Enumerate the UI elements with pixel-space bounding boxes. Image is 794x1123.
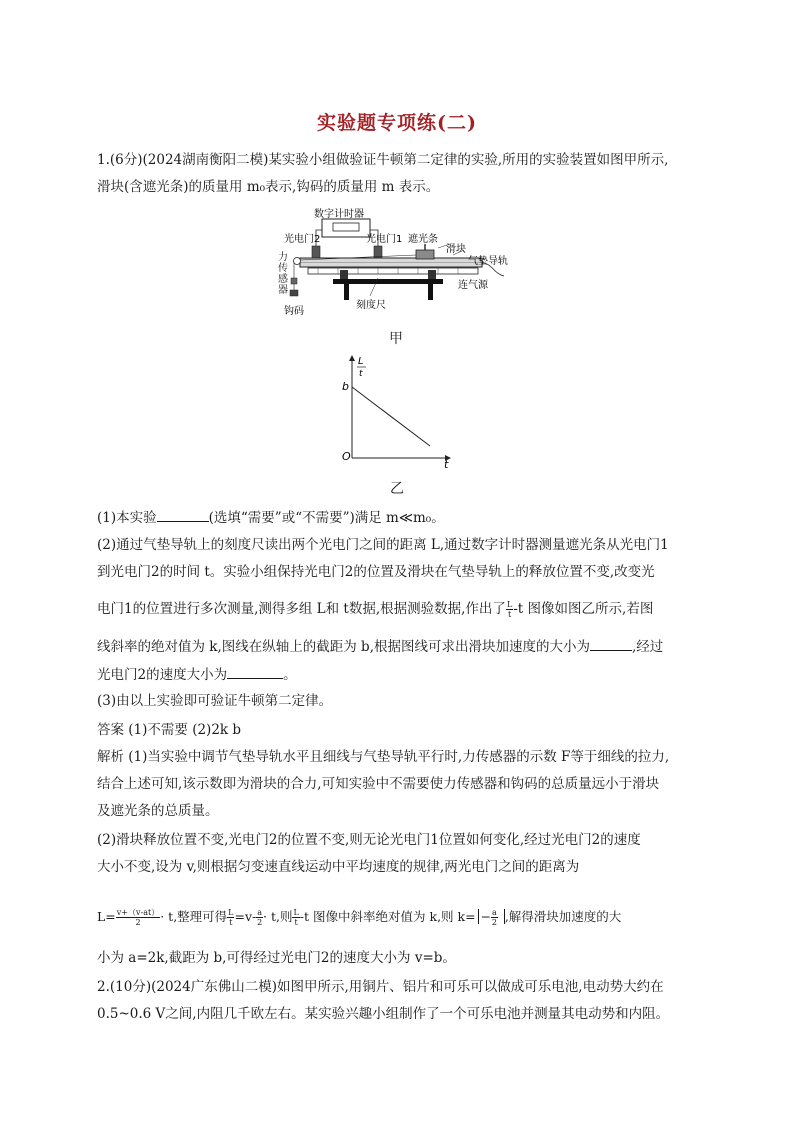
q1-analysis2: 结合上述可知,该示数即为滑块的合力,可知实验中不需要使力传感器和钩码的总质量远小于滑块 bbox=[97, 776, 660, 792]
q1-analysis4: (2)滑块释放位置不变,光电门2的位置不变,则无论光电门1位置如何变化,经过光电门2的速度 bbox=[97, 832, 641, 848]
label-weight: 钩码 bbox=[284, 306, 304, 317]
frac3-num: a bbox=[257, 908, 263, 917]
x-label: t bbox=[444, 458, 449, 471]
abs-bar-right bbox=[498, 909, 505, 924]
a6-b: =v- bbox=[234, 909, 257, 924]
label-shade: 遮光条 bbox=[408, 234, 438, 245]
frac2-den: t bbox=[229, 918, 233, 927]
label-sensor: 力传感器 bbox=[278, 252, 288, 296]
q2-line2: 0.5~0.6 V之间,内阻几千欧左右。某实验兴趣小组制作了一个可乐电池并测量其电动势和内阻。 bbox=[97, 1006, 670, 1022]
q1-line2: 滑块(含遮光条)的质量用 m₀表示,钩码的质量用 m 表示。 bbox=[97, 179, 440, 195]
frac-abs bbox=[491, 908, 498, 927]
q1-answer: 答案 (1)不需要 (2)2k b bbox=[97, 722, 242, 738]
blank-2 bbox=[590, 636, 632, 651]
table-top bbox=[333, 279, 443, 284]
y-label-den: t bbox=[359, 369, 363, 379]
frac2-num: L bbox=[228, 908, 234, 917]
label-slider: 滑块 bbox=[446, 244, 466, 255]
frac4-den: t bbox=[294, 918, 298, 927]
q1-p2-line3a: 电门1的位置进行多次测量,测得多组 L和 t数据,根据测验数据,作出了 bbox=[97, 601, 506, 617]
origin-label: O bbox=[342, 450, 351, 463]
q1-p2-line5 bbox=[97, 664, 709, 685]
blank-1 bbox=[157, 507, 209, 522]
frac-den: t bbox=[507, 610, 512, 619]
q1-p2-line3 bbox=[97, 599, 709, 619]
q1-p1-a: (1)本实验 bbox=[97, 510, 157, 526]
q1-analysis5: 大小不变,设为 v,则根据匀变速直线运动中平均速度的规律,两光电门之间的距离为 bbox=[97, 859, 580, 875]
a6-e: ,解得滑块加速度的大 bbox=[504, 909, 622, 924]
figure-apparatus bbox=[278, 208, 523, 318]
intercept-label: b bbox=[342, 380, 349, 393]
q1-p2-line4 bbox=[97, 636, 709, 657]
frac1 bbox=[116, 908, 160, 927]
label-timer: 数字计时器 bbox=[314, 209, 364, 220]
q1-p2-line3b: -t 图像如图乙所示,若图 bbox=[513, 601, 654, 617]
q1-p2-line2: 到光电门2的时间 t。实验小组保持光电门2的位置及滑块在气垫导轨上的释放位置不变,改变光 bbox=[97, 564, 655, 580]
a6-d: -t 图像中斜率绝对值为 k,则 k= bbox=[299, 909, 476, 924]
a6-c: · t,则 bbox=[263, 909, 293, 924]
q1-analysis7: 小为 a=2k,截距为 b,可得经过光电门2的速度大小为 v=b。 bbox=[97, 950, 456, 966]
y-label-num: L bbox=[358, 356, 364, 367]
a6-a: · t,整理可得 bbox=[160, 909, 228, 924]
label-track: 气垫导轨 bbox=[468, 256, 508, 267]
frac3-den: 2 bbox=[257, 918, 263, 927]
page-title: 实验题专项练(二) bbox=[317, 112, 477, 134]
label-gate2: 光电门2 bbox=[284, 234, 321, 245]
a6-L: L= bbox=[97, 909, 116, 924]
gate1-shape bbox=[374, 246, 382, 258]
q1-line1: 1.(6分)(2024湖南衡阳二模)某实验小组做验证牛顿第二定律的实验,所用的实验装置如图甲所示, bbox=[97, 152, 669, 168]
timer-screen bbox=[333, 223, 359, 231]
frac1-den: 2 bbox=[135, 918, 141, 927]
q1-p2-line5a: 光电门2的速度大小为 bbox=[97, 667, 228, 683]
q2-line1: 2.(10分)(2024广东佛山二模)如图甲所示,用铜片、铝片和可乐可以做成可乐电池,电动势大约在 bbox=[97, 979, 664, 995]
frac1-num: v+（v-at） bbox=[116, 908, 160, 917]
q1-analysis3: 及遮光条的总质量。 bbox=[97, 803, 219, 819]
weight-shape bbox=[290, 290, 298, 296]
label-gate1: 光电门1 bbox=[366, 234, 403, 245]
frac3 bbox=[256, 908, 263, 927]
q1-p2-line4-text: 线斜率的绝对值为 k,图线在纵轴上的截距为 b,根据图线可求出滑块加速度的大小为 bbox=[97, 639, 590, 655]
gate2-shape bbox=[312, 246, 320, 258]
frac4 bbox=[292, 908, 299, 927]
ruler-shape bbox=[308, 268, 478, 274]
label-air: 连气源 bbox=[458, 280, 488, 291]
frac-abs-den: 2 bbox=[491, 918, 497, 927]
q1-p1-b: (选填“需要”或“不需要”)满足 m≪m₀。 bbox=[208, 510, 445, 526]
q1-p1 bbox=[97, 507, 709, 528]
q1-p2-line4-end: ,经过 bbox=[632, 639, 664, 655]
blank-3 bbox=[227, 664, 283, 679]
q1-analysis6 bbox=[97, 907, 709, 927]
slider-shape bbox=[416, 250, 434, 259]
q1-p2-line1: (2)通过气垫导轨上的刻度尺读出两个光电门之间的距离 L,通过数字计时器测量遮光条从光电门1 bbox=[97, 537, 669, 553]
frac-abs-num: a bbox=[492, 908, 497, 917]
caption-jia: 甲 bbox=[389, 331, 403, 347]
frac-num: L bbox=[506, 600, 513, 609]
label-ruler: 刻度尺 bbox=[356, 300, 386, 311]
data-line bbox=[352, 387, 430, 446]
caption-yi: 乙 bbox=[390, 481, 404, 497]
q1-analysis1: 解析 (1)当实验中调节气垫导轨水平且细线与气垫导轨平行时,力传感器的示数 F等于细线的拉力, bbox=[97, 749, 670, 765]
frac4-num: L bbox=[293, 908, 299, 917]
figure-graph bbox=[330, 350, 460, 472]
q1-p3: (3)由以上实验即可验证牛顿第二定律。 bbox=[97, 693, 333, 709]
q1-p2-line5b: 。 bbox=[283, 667, 297, 683]
abs-bar-left: − bbox=[478, 909, 491, 924]
